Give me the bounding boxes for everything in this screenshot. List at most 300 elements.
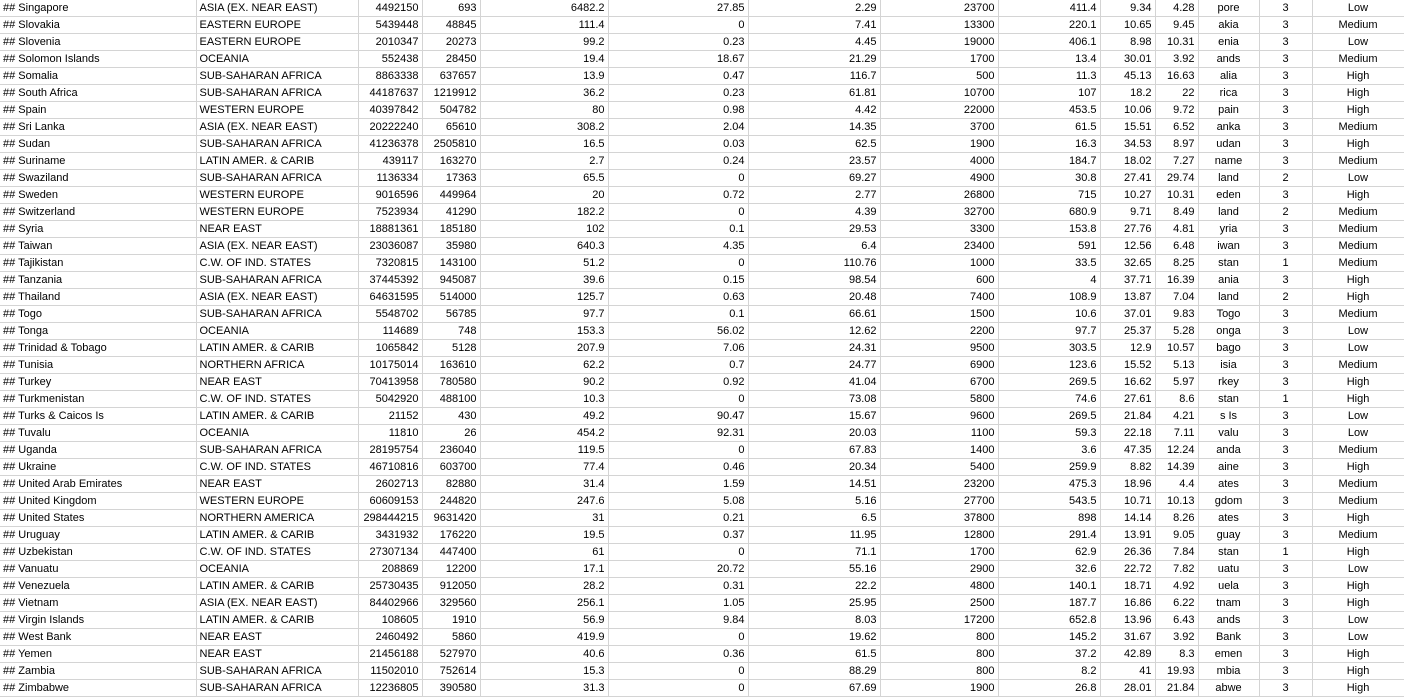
phones-cell[interactable]: 184.7 [998, 153, 1100, 170]
density-cell[interactable]: 49.2 [480, 408, 608, 425]
area-cell[interactable]: 488100 [422, 391, 480, 408]
mortality-cell[interactable]: 29.53 [748, 221, 880, 238]
density-cell[interactable]: 182.2 [480, 204, 608, 221]
climate-cell[interactable]: 3 [1259, 595, 1312, 612]
phones-cell[interactable]: 453.5 [998, 102, 1100, 119]
gdp-cell[interactable]: 3700 [880, 119, 998, 136]
phones-cell[interactable]: 303.5 [998, 340, 1100, 357]
phones-cell[interactable]: 591 [998, 238, 1100, 255]
level-cell[interactable]: Medium [1312, 442, 1404, 459]
phones-cell[interactable]: 140.1 [998, 578, 1100, 595]
region-cell[interactable]: SUB-SAHARAN AFRICA [196, 442, 358, 459]
population-cell[interactable]: 21456188 [358, 646, 422, 663]
mortality-cell[interactable]: 61.81 [748, 85, 880, 102]
birthrate-cell[interactable]: 18.02 [1100, 153, 1155, 170]
area-cell[interactable]: 504782 [422, 102, 480, 119]
coastline-cell[interactable]: 20.72 [608, 561, 748, 578]
deathrate-cell[interactable]: 4.4 [1155, 476, 1198, 493]
birthrate-cell[interactable]: 45.13 [1100, 68, 1155, 85]
area-cell[interactable]: 693 [422, 0, 480, 17]
coastline-cell[interactable]: 0 [608, 663, 748, 680]
gdp-cell[interactable]: 1700 [880, 51, 998, 68]
density-cell[interactable]: 6482.2 [480, 0, 608, 17]
suffix-cell[interactable]: pore [1198, 0, 1259, 17]
birthrate-cell[interactable]: 37.01 [1100, 306, 1155, 323]
climate-cell[interactable]: 3 [1259, 102, 1312, 119]
area-cell[interactable]: 447400 [422, 544, 480, 561]
area-cell[interactable]: 17363 [422, 170, 480, 187]
country-cell[interactable]: ## West Bank [0, 629, 196, 646]
level-cell[interactable]: Medium [1312, 493, 1404, 510]
coastline-cell[interactable]: 0.15 [608, 272, 748, 289]
suffix-cell[interactable]: enia [1198, 34, 1259, 51]
level-cell[interactable]: Medium [1312, 221, 1404, 238]
population-cell[interactable]: 12236805 [358, 680, 422, 697]
density-cell[interactable]: 90.2 [480, 374, 608, 391]
birthrate-cell[interactable]: 18.96 [1100, 476, 1155, 493]
region-cell[interactable]: LATIN AMER. & CARIB [196, 340, 358, 357]
level-cell[interactable]: High [1312, 391, 1404, 408]
mortality-cell[interactable]: 2.29 [748, 0, 880, 17]
gdp-cell[interactable]: 2200 [880, 323, 998, 340]
coastline-cell[interactable]: 0 [608, 629, 748, 646]
region-cell[interactable]: WESTERN EUROPE [196, 204, 358, 221]
level-cell[interactable]: Medium [1312, 17, 1404, 34]
level-cell[interactable]: High [1312, 136, 1404, 153]
mortality-cell[interactable]: 67.83 [748, 442, 880, 459]
birthrate-cell[interactable]: 32.65 [1100, 255, 1155, 272]
deathrate-cell[interactable]: 8.25 [1155, 255, 1198, 272]
country-cell[interactable]: ## Vanuatu [0, 561, 196, 578]
mortality-cell[interactable]: 14.35 [748, 119, 880, 136]
coastline-cell[interactable]: 92.31 [608, 425, 748, 442]
mortality-cell[interactable]: 24.31 [748, 340, 880, 357]
country-cell[interactable]: ## Turkmenistan [0, 391, 196, 408]
level-cell[interactable]: Low [1312, 561, 1404, 578]
density-cell[interactable]: 28.2 [480, 578, 608, 595]
coastline-cell[interactable]: 0.21 [608, 510, 748, 527]
deathrate-cell[interactable]: 29.74 [1155, 170, 1198, 187]
deathrate-cell[interactable]: 16.39 [1155, 272, 1198, 289]
deathrate-cell[interactable]: 8.6 [1155, 391, 1198, 408]
phones-cell[interactable]: 406.1 [998, 34, 1100, 51]
phones-cell[interactable]: 59.3 [998, 425, 1100, 442]
density-cell[interactable]: 56.9 [480, 612, 608, 629]
country-cell[interactable]: ## Thailand [0, 289, 196, 306]
country-cell[interactable]: ## United Kingdom [0, 493, 196, 510]
birthrate-cell[interactable]: 15.51 [1100, 119, 1155, 136]
region-cell[interactable]: LATIN AMER. & CARIB [196, 578, 358, 595]
deathrate-cell[interactable]: 9.45 [1155, 17, 1198, 34]
mortality-cell[interactable]: 24.77 [748, 357, 880, 374]
region-cell[interactable]: SUB-SAHARAN AFRICA [196, 68, 358, 85]
region-cell[interactable]: SUB-SAHARAN AFRICA [196, 680, 358, 697]
population-cell[interactable]: 1065842 [358, 340, 422, 357]
suffix-cell[interactable]: bago [1198, 340, 1259, 357]
climate-cell[interactable]: 2 [1259, 289, 1312, 306]
population-cell[interactable]: 2602713 [358, 476, 422, 493]
gdp-cell[interactable]: 9500 [880, 340, 998, 357]
country-cell[interactable]: ## Suriname [0, 153, 196, 170]
region-cell[interactable]: EASTERN EUROPE [196, 34, 358, 51]
deathrate-cell[interactable]: 4.81 [1155, 221, 1198, 238]
country-cell[interactable]: ## Somalia [0, 68, 196, 85]
suffix-cell[interactable]: rkey [1198, 374, 1259, 391]
region-cell[interactable]: NEAR EAST [196, 221, 358, 238]
level-cell[interactable]: Low [1312, 629, 1404, 646]
gdp-cell[interactable]: 5400 [880, 459, 998, 476]
climate-cell[interactable]: 3 [1259, 578, 1312, 595]
birthrate-cell[interactable]: 30.01 [1100, 51, 1155, 68]
mortality-cell[interactable]: 62.5 [748, 136, 880, 153]
region-cell[interactable]: OCEANIA [196, 561, 358, 578]
gdp-cell[interactable]: 9600 [880, 408, 998, 425]
country-cell[interactable]: ## Spain [0, 102, 196, 119]
birthrate-cell[interactable]: 8.82 [1100, 459, 1155, 476]
level-cell[interactable]: High [1312, 272, 1404, 289]
mortality-cell[interactable]: 22.2 [748, 578, 880, 595]
climate-cell[interactable]: 2 [1259, 204, 1312, 221]
country-cell[interactable]: ## Uzbekistan [0, 544, 196, 561]
country-cell[interactable]: ## Singapore [0, 0, 196, 17]
level-cell[interactable]: High [1312, 544, 1404, 561]
region-cell[interactable]: SUB-SAHARAN AFRICA [196, 306, 358, 323]
phones-cell[interactable]: 220.1 [998, 17, 1100, 34]
region-cell[interactable]: ASIA (EX. NEAR EAST) [196, 289, 358, 306]
birthrate-cell[interactable]: 22.72 [1100, 561, 1155, 578]
suffix-cell[interactable]: onga [1198, 323, 1259, 340]
density-cell[interactable]: 19.4 [480, 51, 608, 68]
population-cell[interactable]: 552438 [358, 51, 422, 68]
level-cell[interactable]: High [1312, 663, 1404, 680]
population-cell[interactable]: 3431932 [358, 527, 422, 544]
coastline-cell[interactable]: 1.59 [608, 476, 748, 493]
area-cell[interactable]: 65610 [422, 119, 480, 136]
phones-cell[interactable]: 26.8 [998, 680, 1100, 697]
population-cell[interactable]: 7523934 [358, 204, 422, 221]
density-cell[interactable]: 77.4 [480, 459, 608, 476]
level-cell[interactable]: High [1312, 510, 1404, 527]
area-cell[interactable]: 244820 [422, 493, 480, 510]
country-cell[interactable]: ## Zimbabwe [0, 680, 196, 697]
phones-cell[interactable]: 33.5 [998, 255, 1100, 272]
birthrate-cell[interactable]: 9.71 [1100, 204, 1155, 221]
suffix-cell[interactable]: land [1198, 170, 1259, 187]
mortality-cell[interactable]: 14.51 [748, 476, 880, 493]
suffix-cell[interactable]: ands [1198, 612, 1259, 629]
gdp-cell[interactable]: 32700 [880, 204, 998, 221]
phones-cell[interactable]: 898 [998, 510, 1100, 527]
region-cell[interactable]: NORTHERN AMERICA [196, 510, 358, 527]
country-cell[interactable]: ## Zambia [0, 663, 196, 680]
suffix-cell[interactable]: guay [1198, 527, 1259, 544]
birthrate-cell[interactable]: 22.18 [1100, 425, 1155, 442]
suffix-cell[interactable]: tnam [1198, 595, 1259, 612]
deathrate-cell[interactable]: 16.63 [1155, 68, 1198, 85]
area-cell[interactable]: 20273 [422, 34, 480, 51]
deathrate-cell[interactable]: 7.82 [1155, 561, 1198, 578]
gdp-cell[interactable]: 17200 [880, 612, 998, 629]
birthrate-cell[interactable]: 14.14 [1100, 510, 1155, 527]
mortality-cell[interactable]: 20.03 [748, 425, 880, 442]
suffix-cell[interactable]: ates [1198, 476, 1259, 493]
density-cell[interactable]: 119.5 [480, 442, 608, 459]
density-cell[interactable]: 640.3 [480, 238, 608, 255]
gdp-cell[interactable]: 6700 [880, 374, 998, 391]
suffix-cell[interactable]: Bank [1198, 629, 1259, 646]
mortality-cell[interactable]: 15.67 [748, 408, 880, 425]
area-cell[interactable]: 163270 [422, 153, 480, 170]
country-cell[interactable]: ## Tanzania [0, 272, 196, 289]
level-cell[interactable]: Medium [1312, 238, 1404, 255]
country-cell[interactable]: ## United States [0, 510, 196, 527]
deathrate-cell[interactable]: 4.28 [1155, 0, 1198, 17]
deathrate-cell[interactable]: 3.92 [1155, 629, 1198, 646]
coastline-cell[interactable]: 0.46 [608, 459, 748, 476]
level-cell[interactable]: Low [1312, 170, 1404, 187]
coastline-cell[interactable]: 0.24 [608, 153, 748, 170]
population-cell[interactable]: 44187637 [358, 85, 422, 102]
climate-cell[interactable]: 3 [1259, 306, 1312, 323]
region-cell[interactable]: C.W. OF IND. STATES [196, 255, 358, 272]
birthrate-cell[interactable]: 21.84 [1100, 408, 1155, 425]
mortality-cell[interactable]: 88.29 [748, 663, 880, 680]
gdp-cell[interactable]: 13300 [880, 17, 998, 34]
deathrate-cell[interactable]: 22 [1155, 85, 1198, 102]
suffix-cell[interactable]: ates [1198, 510, 1259, 527]
mortality-cell[interactable]: 4.42 [748, 102, 880, 119]
region-cell[interactable]: NEAR EAST [196, 629, 358, 646]
coastline-cell[interactable]: 0 [608, 544, 748, 561]
level-cell[interactable]: High [1312, 680, 1404, 697]
deathrate-cell[interactable]: 21.84 [1155, 680, 1198, 697]
birthrate-cell[interactable]: 28.01 [1100, 680, 1155, 697]
region-cell[interactable]: LATIN AMER. & CARIB [196, 153, 358, 170]
level-cell[interactable]: Medium [1312, 306, 1404, 323]
climate-cell[interactable]: 3 [1259, 476, 1312, 493]
mortality-cell[interactable]: 4.39 [748, 204, 880, 221]
gdp-cell[interactable]: 600 [880, 272, 998, 289]
population-cell[interactable]: 28195754 [358, 442, 422, 459]
phones-cell[interactable]: 11.3 [998, 68, 1100, 85]
suffix-cell[interactable]: yria [1198, 221, 1259, 238]
level-cell[interactable]: High [1312, 459, 1404, 476]
phones-cell[interactable]: 3.6 [998, 442, 1100, 459]
coastline-cell[interactable]: 0 [608, 391, 748, 408]
country-cell[interactable]: ## Virgin Islands [0, 612, 196, 629]
coastline-cell[interactable]: 0.31 [608, 578, 748, 595]
density-cell[interactable]: 17.1 [480, 561, 608, 578]
mortality-cell[interactable]: 21.29 [748, 51, 880, 68]
area-cell[interactable]: 176220 [422, 527, 480, 544]
coastline-cell[interactable]: 5.08 [608, 493, 748, 510]
mortality-cell[interactable]: 73.08 [748, 391, 880, 408]
country-cell[interactable]: ## Trinidad & Tobago [0, 340, 196, 357]
coastline-cell[interactable]: 0 [608, 17, 748, 34]
area-cell[interactable]: 752614 [422, 663, 480, 680]
region-cell[interactable]: SUB-SAHARAN AFRICA [196, 136, 358, 153]
area-cell[interactable]: 35980 [422, 238, 480, 255]
region-cell[interactable]: LATIN AMER. & CARIB [196, 612, 358, 629]
deathrate-cell[interactable]: 19.93 [1155, 663, 1198, 680]
phones-cell[interactable]: 652.8 [998, 612, 1100, 629]
climate-cell[interactable]: 3 [1259, 238, 1312, 255]
gdp-cell[interactable]: 4900 [880, 170, 998, 187]
area-cell[interactable]: 329560 [422, 595, 480, 612]
gdp-cell[interactable]: 37800 [880, 510, 998, 527]
deathrate-cell[interactable]: 9.05 [1155, 527, 1198, 544]
mortality-cell[interactable]: 12.62 [748, 323, 880, 340]
population-cell[interactable]: 70413958 [358, 374, 422, 391]
population-cell[interactable]: 27307134 [358, 544, 422, 561]
phones-cell[interactable]: 62.9 [998, 544, 1100, 561]
suffix-cell[interactable]: valu [1198, 425, 1259, 442]
suffix-cell[interactable]: akia [1198, 17, 1259, 34]
level-cell[interactable]: Low [1312, 340, 1404, 357]
gdp-cell[interactable]: 12800 [880, 527, 998, 544]
gdp-cell[interactable]: 23700 [880, 0, 998, 17]
gdp-cell[interactable]: 26800 [880, 187, 998, 204]
mortality-cell[interactable]: 20.34 [748, 459, 880, 476]
phones-cell[interactable]: 30.8 [998, 170, 1100, 187]
coastline-cell[interactable]: 0.47 [608, 68, 748, 85]
climate-cell[interactable]: 3 [1259, 646, 1312, 663]
climate-cell[interactable]: 3 [1259, 153, 1312, 170]
phones-cell[interactable]: 4 [998, 272, 1100, 289]
climate-cell[interactable]: 3 [1259, 187, 1312, 204]
birthrate-cell[interactable]: 26.36 [1100, 544, 1155, 561]
deathrate-cell[interactable]: 5.13 [1155, 357, 1198, 374]
phones-cell[interactable]: 153.8 [998, 221, 1100, 238]
deathrate-cell[interactable]: 6.22 [1155, 595, 1198, 612]
coastline-cell[interactable]: 0.03 [608, 136, 748, 153]
country-cell[interactable]: ## Yemen [0, 646, 196, 663]
density-cell[interactable]: 80 [480, 102, 608, 119]
mortality-cell[interactable]: 25.95 [748, 595, 880, 612]
area-cell[interactable]: 12200 [422, 561, 480, 578]
region-cell[interactable]: ASIA (EX. NEAR EAST) [196, 238, 358, 255]
area-cell[interactable]: 48845 [422, 17, 480, 34]
climate-cell[interactable]: 3 [1259, 272, 1312, 289]
climate-cell[interactable]: 3 [1259, 629, 1312, 646]
deathrate-cell[interactable]: 4.92 [1155, 578, 1198, 595]
population-cell[interactable]: 439117 [358, 153, 422, 170]
coastline-cell[interactable]: 0.92 [608, 374, 748, 391]
country-cell[interactable]: ## Syria [0, 221, 196, 238]
area-cell[interactable]: 527970 [422, 646, 480, 663]
climate-cell[interactable]: 3 [1259, 612, 1312, 629]
birthrate-cell[interactable]: 12.56 [1100, 238, 1155, 255]
gdp-cell[interactable]: 2900 [880, 561, 998, 578]
suffix-cell[interactable]: Togo [1198, 306, 1259, 323]
gdp-cell[interactable]: 800 [880, 646, 998, 663]
deathrate-cell[interactable]: 5.28 [1155, 323, 1198, 340]
suffix-cell[interactable]: ands [1198, 51, 1259, 68]
birthrate-cell[interactable]: 27.76 [1100, 221, 1155, 238]
region-cell[interactable]: NORTHERN AFRICA [196, 357, 358, 374]
phones-cell[interactable]: 269.5 [998, 408, 1100, 425]
country-cell[interactable]: ## Swaziland [0, 170, 196, 187]
mortality-cell[interactable]: 66.61 [748, 306, 880, 323]
gdp-cell[interactable]: 23200 [880, 476, 998, 493]
deathrate-cell[interactable]: 10.57 [1155, 340, 1198, 357]
density-cell[interactable]: 308.2 [480, 119, 608, 136]
climate-cell[interactable]: 3 [1259, 493, 1312, 510]
mortality-cell[interactable]: 55.16 [748, 561, 880, 578]
level-cell[interactable]: Medium [1312, 527, 1404, 544]
level-cell[interactable]: Low [1312, 425, 1404, 442]
birthrate-cell[interactable]: 12.9 [1100, 340, 1155, 357]
area-cell[interactable]: 945087 [422, 272, 480, 289]
deathrate-cell[interactable]: 6.48 [1155, 238, 1198, 255]
level-cell[interactable]: High [1312, 85, 1404, 102]
region-cell[interactable]: SUB-SAHARAN AFRICA [196, 170, 358, 187]
country-cell[interactable]: ## Sri Lanka [0, 119, 196, 136]
country-cell[interactable]: ## Turkey [0, 374, 196, 391]
population-cell[interactable]: 25730435 [358, 578, 422, 595]
population-cell[interactable]: 8863338 [358, 68, 422, 85]
level-cell[interactable]: Medium [1312, 255, 1404, 272]
population-cell[interactable]: 60609153 [358, 493, 422, 510]
climate-cell[interactable]: 3 [1259, 51, 1312, 68]
gdp-cell[interactable]: 10700 [880, 85, 998, 102]
population-cell[interactable]: 298444215 [358, 510, 422, 527]
region-cell[interactable]: NEAR EAST [196, 374, 358, 391]
birthrate-cell[interactable]: 8.98 [1100, 34, 1155, 51]
mortality-cell[interactable]: 110.76 [748, 255, 880, 272]
birthrate-cell[interactable]: 42.89 [1100, 646, 1155, 663]
level-cell[interactable]: Medium [1312, 119, 1404, 136]
phones-cell[interactable]: 107 [998, 85, 1100, 102]
country-cell[interactable]: ## Switzerland [0, 204, 196, 221]
density-cell[interactable]: 102 [480, 221, 608, 238]
region-cell[interactable]: LATIN AMER. & CARIB [196, 408, 358, 425]
country-cell[interactable]: ## Sweden [0, 187, 196, 204]
coastline-cell[interactable]: 90.47 [608, 408, 748, 425]
level-cell[interactable]: High [1312, 374, 1404, 391]
level-cell[interactable]: High [1312, 289, 1404, 306]
birthrate-cell[interactable]: 27.61 [1100, 391, 1155, 408]
suffix-cell[interactable]: land [1198, 204, 1259, 221]
suffix-cell[interactable]: alia [1198, 68, 1259, 85]
coastline-cell[interactable]: 18.67 [608, 51, 748, 68]
density-cell[interactable]: 419.9 [480, 629, 608, 646]
density-cell[interactable]: 10.3 [480, 391, 608, 408]
suffix-cell[interactable]: iwan [1198, 238, 1259, 255]
region-cell[interactable]: NEAR EAST [196, 476, 358, 493]
suffix-cell[interactable]: gdom [1198, 493, 1259, 510]
mortality-cell[interactable]: 19.62 [748, 629, 880, 646]
deathrate-cell[interactable]: 8.3 [1155, 646, 1198, 663]
suffix-cell[interactable]: s Is [1198, 408, 1259, 425]
country-cell[interactable]: ## Slovakia [0, 17, 196, 34]
suffix-cell[interactable]: stan [1198, 255, 1259, 272]
population-cell[interactable]: 108605 [358, 612, 422, 629]
density-cell[interactable]: 62.2 [480, 357, 608, 374]
country-cell[interactable]: ## Slovenia [0, 34, 196, 51]
climate-cell[interactable]: 1 [1259, 391, 1312, 408]
climate-cell[interactable]: 3 [1259, 527, 1312, 544]
suffix-cell[interactable]: abwe [1198, 680, 1259, 697]
climate-cell[interactable]: 3 [1259, 221, 1312, 238]
country-cell[interactable]: ## Tajikistan [0, 255, 196, 272]
level-cell[interactable]: High [1312, 102, 1404, 119]
level-cell[interactable]: Low [1312, 34, 1404, 51]
area-cell[interactable]: 430 [422, 408, 480, 425]
coastline-cell[interactable]: 4.35 [608, 238, 748, 255]
deathrate-cell[interactable]: 3.92 [1155, 51, 1198, 68]
phones-cell[interactable]: 37.2 [998, 646, 1100, 663]
